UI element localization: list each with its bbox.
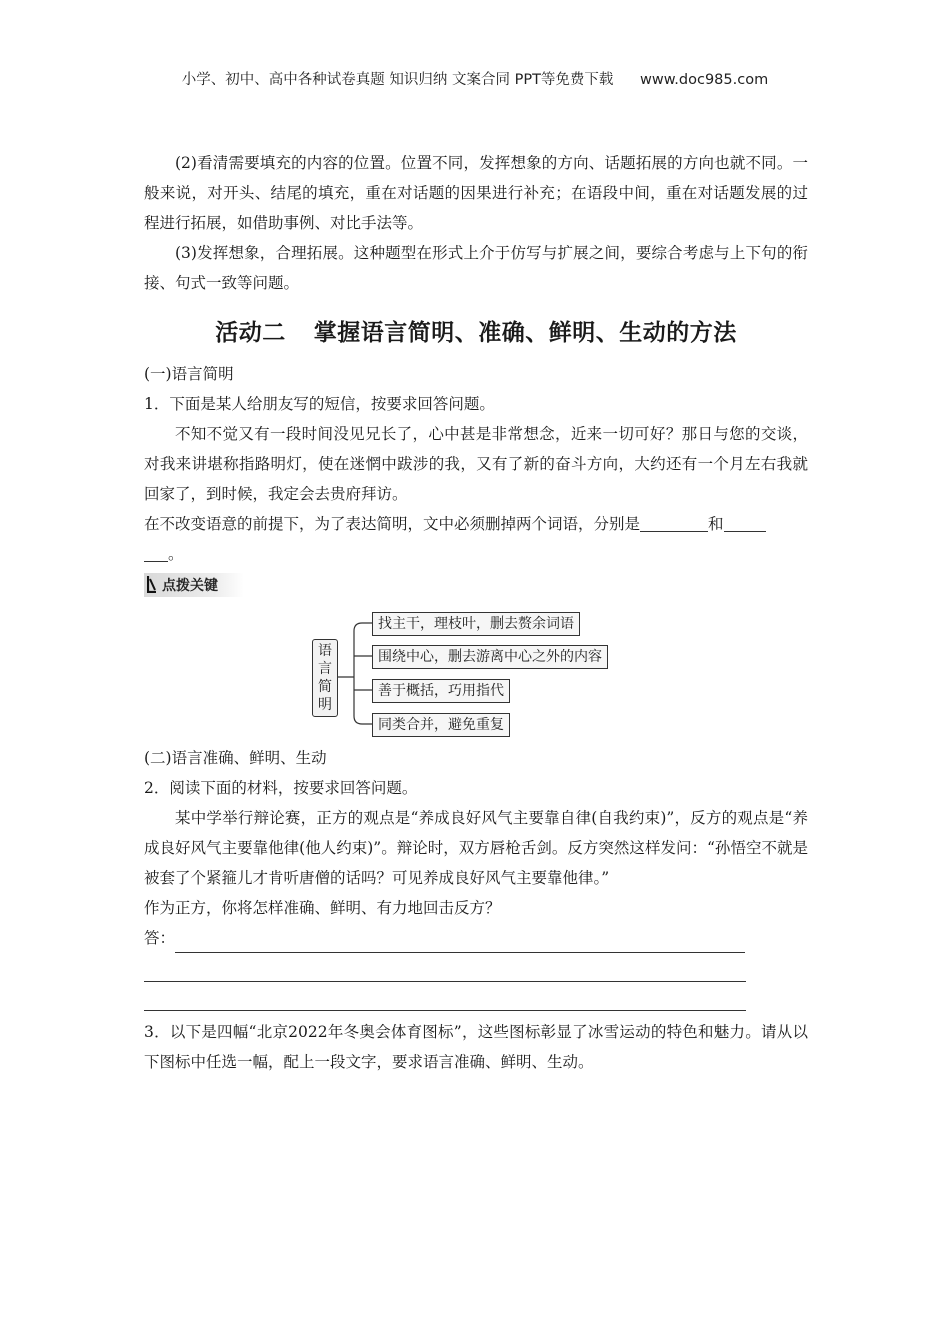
diagram-item: 善于概括，巧用指代 bbox=[372, 679, 510, 703]
section-title-number: 活动二 bbox=[215, 320, 286, 346]
answer-blank-1[interactable] bbox=[640, 513, 708, 532]
question-2-stem: 2．阅读下面的材料，按要求回答问题。 bbox=[144, 779, 418, 797]
concise-language-diagram bbox=[144, 607, 808, 737]
tip-label-text: 点拨关键 bbox=[162, 578, 218, 594]
tip-mark-icon bbox=[147, 575, 157, 593]
answer-line[interactable] bbox=[175, 924, 745, 953]
diagram-item: 同类合并，避免重复 bbox=[372, 713, 510, 737]
diagram-item: 找主干，理枝叶，删去赘余词语 bbox=[372, 612, 580, 636]
section-title bbox=[144, 314, 808, 347]
header-text: 小学、初中、高中各种试卷真题 知识归纳 文案合同 PPT等免费下载 bbox=[181, 72, 614, 88]
diagram-root-char: 语 bbox=[318, 643, 332, 659]
answer-line[interactable] bbox=[144, 982, 746, 1011]
diagram-root bbox=[312, 639, 338, 717]
answer-row bbox=[144, 923, 808, 953]
tip-label bbox=[144, 573, 244, 597]
intro-paragraph-2: (2)看清需要填充的内容的位置。位置不同，发挥想象的方向、话题拓展的方向也就不同。一般来说，对开头、结尾的填充，重在对话题的因果进行补充；在语段中间，重在对话题发展的过程进行拓展，如借助事例、对比手法等。 bbox=[144, 154, 808, 232]
part-a-heading: (一)语言简明 bbox=[144, 365, 234, 383]
question-2-text: 某中学举行辩论赛，正方的观点是“养成良好风气主要靠自律(自我约束)”，反方的观点是“养成良好风气主要靠他律(他人约束)”。辩论时，双方唇枪舌剑。反方突然这样发问：“孙悟空不就是被套了个紧箍儿才肯听唐僧的话吗？可见养成良好风气主要靠他律。” bbox=[144, 809, 808, 887]
q1-req-end: 。 bbox=[168, 545, 184, 563]
section-title-text: 掌握语言简明、准确、鲜明、生动的方法 bbox=[313, 320, 737, 346]
answer-line[interactable] bbox=[144, 953, 746, 982]
answer-blank-2a[interactable] bbox=[724, 513, 766, 532]
question-3-text: 3．以下是四幅“北京2022年冬奥会体育图标”，这些图标彰显了冰雪运动的特色和魅力。请从以下图标中任选一幅，配上一段文字，要求语言准确、鲜明、生动。 bbox=[144, 1023, 808, 1071]
question-2-requirement: 作为正方，你将怎样准确、鲜明、有力地回击反方？ bbox=[144, 899, 501, 917]
q1-req-text: 在不改变语意的前提下，为了表达简明，文中必须删掉两个词语，分别是 bbox=[144, 515, 641, 533]
question-1-requirement bbox=[144, 509, 808, 569]
document-body bbox=[144, 148, 808, 1077]
answer-blank-2b[interactable] bbox=[144, 543, 168, 562]
diagram-item: 围绕中心，删去游离中心之外的内容 bbox=[372, 645, 608, 669]
q1-req-and: 和 bbox=[708, 515, 724, 533]
question-1-stem: 1．下面是某人给朋友写的短信，按要求回答问题。 bbox=[144, 395, 495, 413]
diagram-root-char: 明 bbox=[318, 697, 332, 713]
page-header bbox=[0, 68, 950, 89]
intro-paragraph-3: (3)发挥想象，合理拓展。这种题型在形式上介于仿写与扩展之间，要综合考虑与上下句的衔接、句式一致等问题。 bbox=[144, 244, 808, 292]
part-b-heading: (二)语言准确、鲜明、生动 bbox=[144, 749, 327, 767]
question-1-text: 不知不觉又有一段时间没见兄长了，心中甚是非常想念，近来一切可好？那日与您的交谈，对我来讲堪称指路明灯，使在迷惘中跋涉的我，又有了新的奋斗方向，大约还有一个月左右我就回家了，到时候，我定会去贵府拜访。 bbox=[144, 425, 808, 503]
answer-label: 答： bbox=[144, 929, 176, 947]
diagram-root-char: 言 bbox=[318, 661, 332, 677]
header-site: www.doc985.com bbox=[640, 72, 769, 88]
diagram-root-char: 简 bbox=[318, 679, 332, 695]
